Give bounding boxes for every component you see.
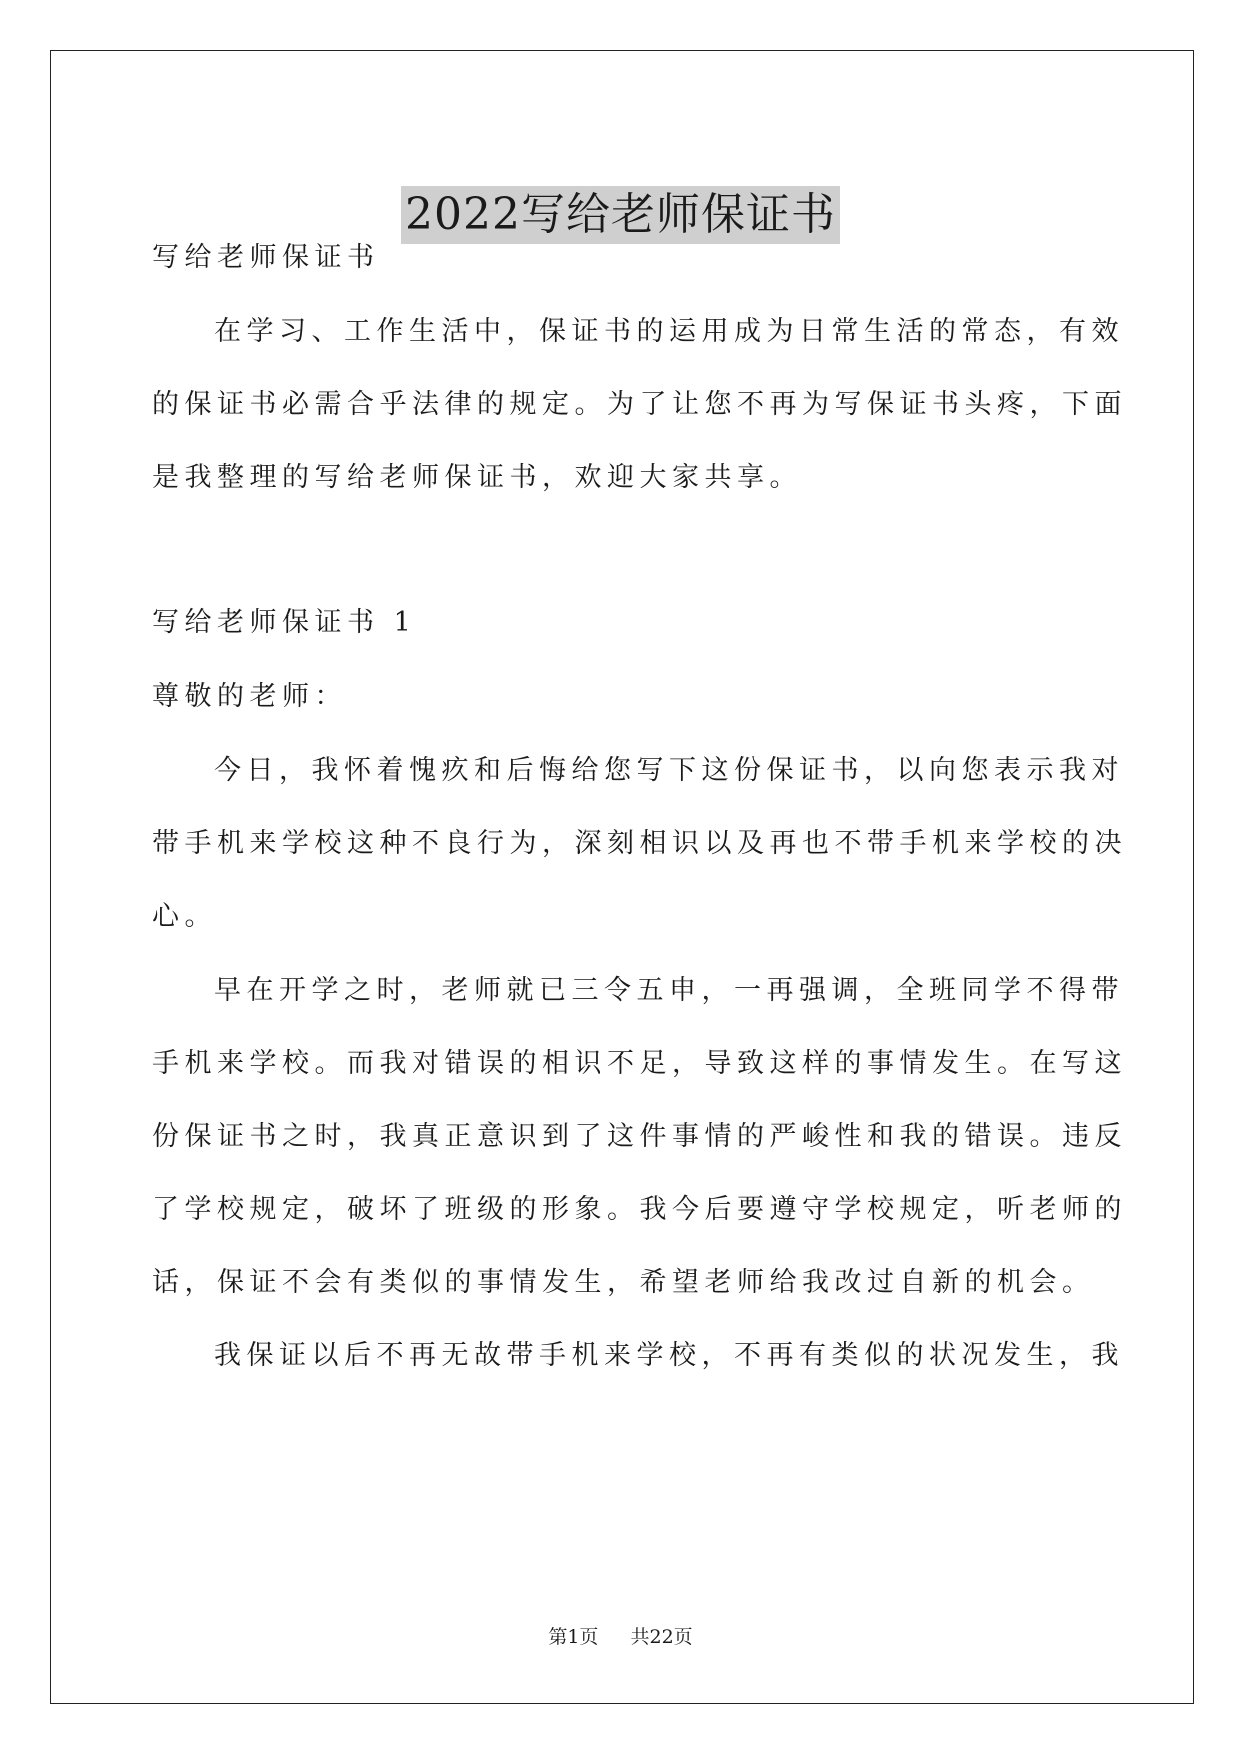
para2-line-2: 手机来学校。而我对错误的相识不足，导致这样的事情发生。在写这 xyxy=(152,1048,1127,1079)
para1-line-1: 今日，我怀着愧疚和后悔给您写下这份保证书，以向您表示我对 xyxy=(214,755,1124,786)
para2-line-4: 了学校规定，破坏了班级的形象。我今后要遵守学校规定，听老师的 xyxy=(152,1194,1127,1225)
page-footer xyxy=(0,1625,1241,1649)
intro-line-1: 在学习、工作生活中，保证书的运用成为日常生活的常态，有效 xyxy=(214,316,1124,347)
intro-paragraph xyxy=(152,312,1127,498)
intro-line-3: 是我整理的写给老师保证书，欢迎大家共享。 xyxy=(152,462,802,493)
document-subtitle: 写给老师保证书 xyxy=(152,242,380,273)
page-number: 第1页 xyxy=(548,1626,599,1648)
para2-line-3: 份保证书之时，我真正意识到了这件事情的严峻性和我的错误。违反 xyxy=(152,1121,1127,1152)
paragraph-2 xyxy=(152,971,1127,1303)
intro-line-2: 的保证书必需合乎法律的规定。为了让您不再为写保证书头疼，下面 xyxy=(152,389,1127,420)
section-heading: 写给老师保证书 1 xyxy=(152,607,417,638)
document-title: 2022写给老师保证书 xyxy=(401,186,840,244)
para1-line-2: 带手机来学校这种不良行为，深刻相识以及再也不带手机来学校的决 xyxy=(152,828,1127,859)
total-pages: 共22页 xyxy=(630,1626,693,1648)
paragraph-3 xyxy=(152,1336,1124,1376)
para1-line-3: 心。 xyxy=(152,901,217,932)
paragraph-1 xyxy=(152,751,1127,937)
para3-line-1: 我保证以后不再无故带手机来学校，不再有类似的状况发生，我 xyxy=(214,1340,1124,1371)
salutation: 尊敬的老师： xyxy=(152,681,347,712)
para2-line-5: 话，保证不会有类似的事情发生，希望老师给我改过自新的机会。 xyxy=(152,1267,1095,1298)
para2-line-1: 早在开学之时，老师就已三令五申，一再强调，全班同学不得带 xyxy=(214,975,1124,1006)
